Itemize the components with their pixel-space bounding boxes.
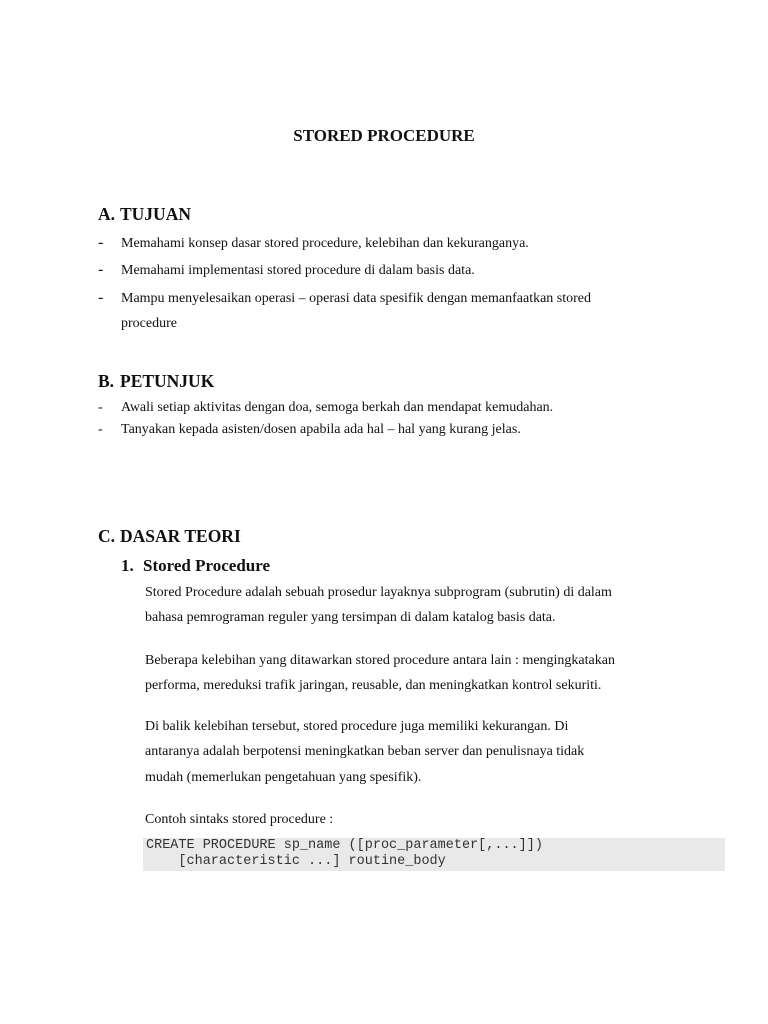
subsection-1-heading: [121, 556, 270, 576]
section-b-heading: [98, 371, 214, 392]
tujuan-item-3: Mampu menyelesaikan operasi – operasi data spesifik dengan memanfaatkan stored: [121, 291, 592, 306]
section-a-title: TUJUAN: [120, 204, 191, 224]
code-line-2: [characteristic ...] routine_body: [146, 854, 446, 869]
paragraph-line: antaranya adalah berpotensi meningkatkan beban server dan penulisnaya tidak: [145, 744, 585, 759]
subsection-1-number: 1.: [121, 556, 134, 575]
petunjuk-item-1: Awali setiap aktivitas dengan doa, semoga berkah dan mendapat kemudahan.: [121, 400, 554, 415]
section-c-title: DASAR TEORI: [120, 526, 241, 546]
paragraph-line: performa, mereduksi trafik jaringan, reusable, dan meningkatkan kontrol sekuriti.: [145, 678, 602, 693]
section-b-letter: B.: [98, 371, 115, 391]
petunjuk-item-2: Tanyakan kepada asisten/dosen apabila ada hal – hal yang kurang jelas.: [121, 422, 521, 437]
bullet-dash: -: [98, 422, 103, 437]
section-a-heading: [98, 204, 191, 225]
paragraph-line: mudah (memerlukan pengetahuan yang spesifik).: [145, 770, 422, 785]
paragraph-line: Contoh sintaks stored procedure :: [145, 812, 334, 827]
bullet-dash: -: [98, 261, 104, 278]
section-c-heading: [98, 526, 241, 547]
code-line-1: CREATE PROCEDURE sp_name ([proc_parameter[,...]]): [146, 838, 543, 853]
subsection-1-title: Stored Procedure: [143, 556, 271, 575]
paragraph-line: Stored Procedure adalah sebuah prosedur layaknya subprogram (subrutin) di dalam: [145, 585, 612, 600]
paragraph-line: Beberapa kelebihan yang ditawarkan stored procedure antara lain : mengingkatakan: [145, 653, 615, 668]
tujuan-item-3-continued: procedure: [121, 316, 177, 331]
tujuan-item-2: Memahami implementasi stored procedure di dalam basis data.: [121, 263, 475, 278]
section-a-letter: A.: [98, 204, 116, 224]
section-b-title: PETUNJUK: [120, 371, 215, 391]
bullet-dash: -: [98, 400, 103, 415]
document-title: STORED PROCEDURE: [293, 126, 475, 145]
paragraph-line: bahasa pemrograman reguler yang tersimpan di dalam katalog basis data.: [145, 610, 556, 625]
bullet-dash: -: [98, 289, 104, 306]
tujuan-item-1: Memahami konsep dasar stored procedure, kelebihan dan kekuranganya.: [121, 236, 529, 251]
code-block: [143, 838, 725, 871]
section-c-letter: C.: [98, 526, 116, 546]
bullet-dash: -: [98, 234, 104, 251]
paragraph-line: Di balik kelebihan tersebut, stored procedure juga memiliki kekurangan. Di: [145, 719, 569, 734]
